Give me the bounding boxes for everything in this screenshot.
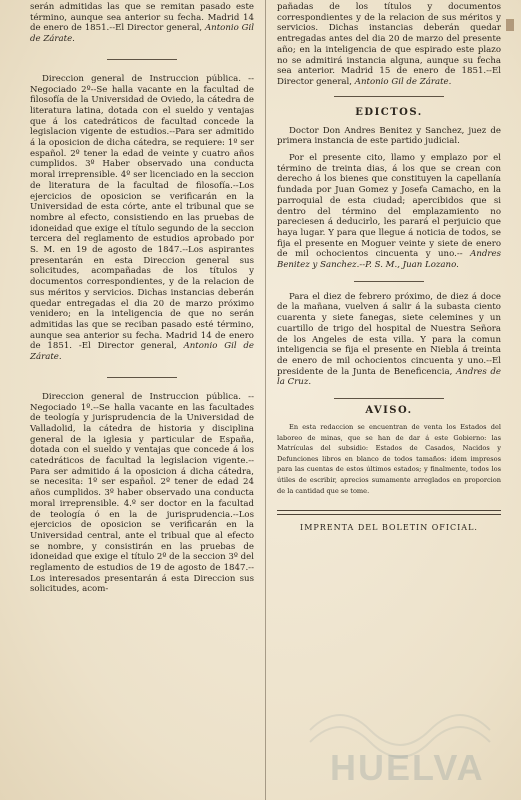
edict-1-text: Por el presente cito, llamo y emplazo por el término de treinta dias, á los que se crean con derecho á los bienes que constituyen la capellanía fundada por Juan Gomez y Josefa Camacho, en la parroquial de esta ciudad; apercibidos que si dentro del término del emplazamiento no pareciesen á deducirlo, les parará el perjuicio que haya lugar. Y para que llegue á noticia de todos, se fija el presente en Moguer veinte y siete de enero de mil ochocientos cincuenta y uno.--: [277, 153, 501, 260]
continued-text: pañadas de los títulos y documentos correspondientes y de la relacion de sus méritos y servicios. Dichas instancias deberán quedar entregadas antes del dia 20 de marzo del presente año; en la inteligencia de que espirado este plazo no se admitirá instancia alguna, aunque su fecha sea anterior. Madrid 15 de enero de 1851.--El Director general,: [277, 2, 501, 87]
left-column: [30, 0, 254, 595]
section-divider: [334, 96, 444, 97]
notice-valladolid-text: Direccion general de Instruccion pública. --Negociado 1º.--Se halla vacante en las facultades de teología y jurisprudencia de la Universidad de Valladolid, la cátedra de historia y disciplina general de la iglesia y particular de España, dotada con el sueldo y ventajas que concede á los catedráticos de facultad la legislacion vigente.--Para ser admitido á la oposicion á dicha cátedra, se necesita: 1º ser español. 2º tener de edad 24 años cumplidos. 3º haber observado una conducta moral irreprensible. 4.º ser doctor en la facultad de teología ó en la de jurisprudencia.--Los ejercicios de oposicion se verificarán en la Universidad central, ante el tribual que al efecto se nombre, y consistirán en las pruebas de idoneidad que exige el título 2º de la seccion 3º del reglamento de estudios de 19 de agosto de 1847.--Los interesados presentarán á esta Direccion sus solicitudes, acom-: [30, 391, 254, 595]
carryover-paragraph: [30, 2, 254, 45]
carryover-text: serán admitidas las que se remitan pasado este término, aunque sea anterior su fecha. Madrid 14 de enero de 1851.--El Director general,: [30, 2, 254, 34]
signature-name: Andres de la Cruz.: [277, 366, 501, 388]
printer-imprint: IMPRENTA DEL BOLETIN OFICIAL.: [300, 523, 478, 533]
aviso-notice: [277, 422, 501, 496]
notice-oviedo-text: Direccion general de Instruccion pública. --Negociado 2º--Se halla vacante en la facultad de filosofía de la Universidad de Oviedo, la cátedra de literatura latina, dotada con el sueldo y ventajas que á los catedráticos de facultad concede la legislacion vigente de estudios.--Para ser admitido á la oposicion de dicha cátedra, se requiere: 1º ser español. 2º tener la edad de veinte y cuatro años cumplidos. 3º Haber observado una conducta moral irreprensible. 4º ser licenciado en la seccion de literatura de la facultad de filosofía.--Los ejercicios de oposicion se verificarán en la Universidad de esta córte, ante el tribunal que se nombre al efecto, consistiendo en las pruebas de idoneidad que exige el título segundo de la seccion tercera del reglamento de estudios aprobado por S. M. en 19 de agosto de 1847.--Los aspirantes presentarán en esta Direccion general sus solicitudes, acompañadas de los títulos y documentos correspondientes, y de la relacion de sus méritos y servicios. Dichas instancias deberán quedar entregadas el dia 20 de marzo próximo venidero; en la inteligencia de que no serán admitidas las que se reciban pasado esté término, aunque sea anterior su fecha. Madrid 14 de enero de 1851. -El Director general,: [30, 73, 254, 352]
section-divider: [107, 377, 177, 378]
edict-2-body: [277, 292, 501, 388]
footer-double-rule: [277, 510, 501, 515]
aviso-body: En esta redaccion se encuentran de venta los Estados del laboreo de minas, que se han de dar á este Gobierno: las Matrículas del subsidio: Estados de Casados, Nacidos y Defunciones libros en blanco de todos tamaños: idem impresos para las cuentas de estos últimos estados; y finalmente, todos los útiles de escribir, aprecios sumamente arreglados en proporcion de la cantidad que se tome.: [277, 423, 501, 495]
section-divider: [334, 398, 444, 399]
section-divider: [107, 59, 177, 60]
corner-tag-icon: [505, 18, 515, 32]
signature-name: Antonio Gil de Zárate.: [30, 23, 254, 45]
section-divider: [354, 281, 424, 282]
notice-valladolid: [30, 392, 254, 595]
edict-1-body: [277, 153, 501, 271]
signature-name: Andres Benitez y Sanchez.--P. S. M., Juan Lozano.: [277, 249, 502, 271]
notice-oviedo: [30, 74, 254, 363]
right-column: [277, 0, 501, 532]
edictos-heading: EDICTOS.: [355, 106, 423, 118]
aviso-heading: AVISO.: [365, 405, 413, 417]
watermark-text: HUELVA: [330, 747, 485, 788]
edict-1-header: Doctor Don Andres Benitez y Sanchez, juez de primera instancia de este partido judicial.: [277, 125, 501, 147]
edict-2-text: Para el diez de febrero próximo, de diez á doce de la mañana, vuelven á salir á la subasta ciento cuarenta y siete fanegas, siete celemines y un cuartillo de trigo del hospital de Nuestra Señora de los Angeles de esta villa. Y para la comun inteligencia se fija el presente en Niebla á treinta de enero de mil ochocientos cincuenta y uno.--El presidente de la Junta de Beneficencia,: [277, 291, 501, 377]
column-divider: [265, 0, 266, 800]
signature-name: Antonio Gil de Zárate.: [354, 76, 452, 87]
continued-paragraph: [277, 2, 501, 88]
signature-name: Antonio Gil de Zárate.: [30, 341, 254, 363]
